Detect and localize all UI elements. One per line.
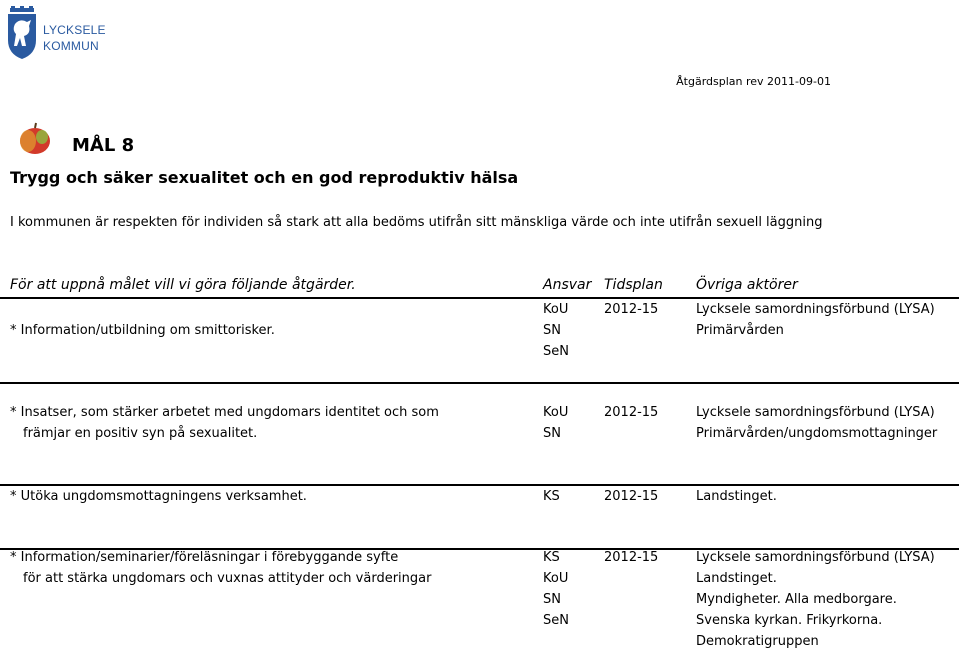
row-action: * Insatser, som stärker arbetet med ungdomars identitet och som främjar en positiv syn på sexualitet. — [10, 405, 439, 441]
row-actors: Landstinget. — [696, 489, 777, 504]
row-actors: Lycksele samordningsförbund (LYSA) Primärvården — [696, 302, 935, 338]
row-responsible: KS — [543, 489, 560, 504]
row-responsible: KoU SN SeN — [543, 302, 569, 359]
municipality-logo — [7, 6, 117, 62]
column-header-responsible: Ansvar — [543, 277, 592, 293]
row-actors: Lycksele samordningsförbund (LYSA) Landstinget. Myndigheter. Alla medborgare. Svenska kyrkan. Frikyrkorna. Demokratigruppen — [696, 550, 935, 649]
goal-intro: I kommunen är respekten för individen så stark att alla bedöms utifrån sitt mänskliga värde och inte utifrån sexuell läggning — [10, 215, 823, 230]
row-divider — [0, 382, 959, 384]
row-timeline: 2012-15 — [604, 302, 659, 317]
goal-label: MÅL 8 — [72, 135, 135, 156]
row-timeline: 2012-15 — [604, 405, 659, 420]
row-responsible: KoU SN — [543, 405, 569, 441]
column-header-action: För att uppnå målet vill vi göra följande åtgärder. — [10, 277, 356, 293]
column-header-timeline: Tidsplan — [604, 277, 663, 293]
row-responsible: KS KoU SN SeN — [543, 550, 569, 628]
row-action: * Information/seminarier/föreläsningar i förebyggande syfte för att stärka ungdomars och vuxnas attityder och värderingar — [10, 550, 432, 586]
document-title: Åtgärdsplan rev 2011-09-01 — [676, 75, 831, 88]
goal-heading: Trygg och säker sexualitet och en god reproduktiv hälsa — [10, 168, 519, 187]
row-action: * Utöka ungdomsmottagningens verksamhet. — [10, 489, 307, 504]
row-timeline: 2012-15 — [604, 550, 659, 565]
logo-line-1: LYCKSELE — [43, 23, 106, 37]
coat-of-arms-icon — [7, 6, 37, 60]
row-action: * Information/utbildning om smittorisker. — [10, 323, 275, 338]
row-timeline: 2012-15 — [604, 489, 659, 504]
apple-icon — [11, 122, 61, 156]
column-header-other-actors: Övriga aktörer — [696, 277, 798, 293]
row-actors: Lycksele samordningsförbund (LYSA) Primärvården/ungdomsmottagninger — [696, 405, 938, 441]
logo-line-2: KOMMUN — [43, 39, 99, 53]
